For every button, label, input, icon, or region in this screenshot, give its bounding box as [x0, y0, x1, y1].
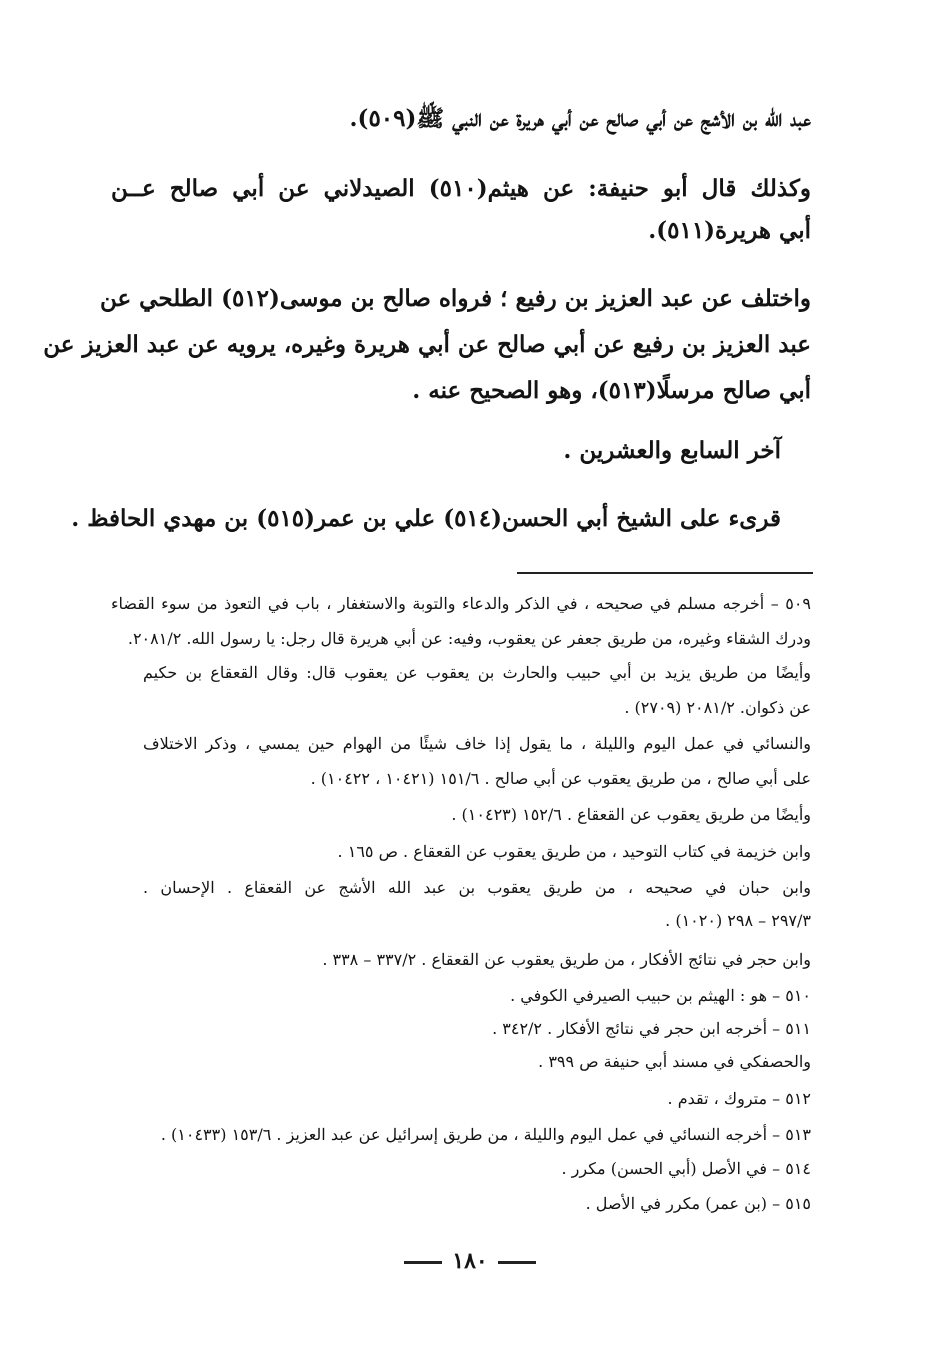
page-number-footer [380, 1248, 560, 1278]
footnote-line-1: ٥٠٩ – أخرجه مسلم في صحيحه ، في الذكر والدعاء والتوبة والاستغفار ، باب في التعوذ من سوء القضاء [111, 594, 811, 613]
main-line-3: أبي هريرة(٥١١). [648, 217, 811, 244]
footnote-line-9: وابن حبان في صحيحه ، من طريق يعقوب بن عبد الله الأشج عن القعقاع . الإحسان . [143, 878, 811, 897]
main-line-2: وكذلك قال أبو حنيفة: عن هيثم(٥١٠) الصيدلاني عن أبي صالح عــن [111, 175, 812, 202]
page-number: ١٨٠ [452, 1248, 488, 1274]
main-line-1: عبد الله بن الأشج عن أبي صالح عن أبي هريرة عن النبي ﷺ(٥٠٩). [349, 105, 811, 132]
footnote-line-7: وأيضًا من طريق يعقوب عن القعقاع . ١٥٢/٦ (١٠٤٢٣) . [451, 805, 811, 824]
footnote-line-3: وأيضًا من طريق يزيد بن أبي حبيب والحارث بن يعقوب عن يعقوب قال: وقال القعقاع بن حكيم [143, 663, 811, 682]
footnote-line-12: ٥١٠ – هو : الهيثم بن حبيب الصيرفي الكوفي . [510, 986, 811, 1005]
footnote-line-17: ٥١٤ – في الأصل (أبي الحسن) مكرر . [561, 1159, 811, 1178]
page-number-dash [404, 1261, 442, 1264]
page-number-dash [498, 1261, 536, 1264]
main-line-4: واختلف عن عبد العزيز بن رفيع ؛ فرواه صالح بن موسى(٥١٢) الطلحي عن [99, 285, 811, 312]
main-line-6: أبي صالح مرسلًا(٥١٣)، وهو الصحيح عنه . [412, 377, 811, 404]
footnote-line-6: على أبي صالح ، من طريق يعقوب عن أبي صالح . ١٥١/٦ (١٠٤٢١ ، ١٠٤٢٢) . [310, 769, 811, 788]
footnote-line-10: ٢٩٧/٣ – ٢٩٨ (١٠٢٠) . [665, 911, 811, 930]
footnote-line-4: عن ذكوان. ٢٠٨١/٢ (٢٧٠٩) . [624, 698, 811, 717]
main-line-7: آخر السابع والعشرين . [563, 437, 781, 464]
footnote-separator [517, 572, 813, 574]
footnote-line-2: ودرك الشقاء وغيره، من طريق جعفر عن يعقوب، وفيه: عن أبي هريرة قال رجل: يا رسول الله. ٢٠٨١/٢. [127, 629, 811, 648]
footnote-line-18: ٥١٥ – (بن عمر) مكرر في الأصل . [585, 1194, 811, 1213]
main-line-8: قرىء على الشيخ أبي الحسن(٥١٤) علي بن عمر(٥١٥) بن مهدي الحافظ . [71, 505, 781, 532]
footnote-line-11: وابن حجر في نتائج الأفكار ، من طريق يعقوب عن القعقاع . ٣٣٧/٢ – ٣٣٨ . [322, 950, 811, 969]
footnote-line-14: والحصفكي في مسند أبي حنيفة ص ٣٩٩ . [538, 1052, 811, 1071]
footnote-line-13: ٥١١ – أخرجه ابن حجر في نتائج الأفكار . ٣٤٢/٢ . [492, 1019, 811, 1038]
footnote-line-15: ٥١٢ – متروك ، تقدم . [667, 1089, 811, 1108]
footnote-line-16: ٥١٣ – أخرجه النسائي في عمل اليوم والليلة ، من طريق إسرائيل عن عبد العزيز . ١٥٣/٦ (١٠٤٣٣) . [160, 1125, 811, 1144]
footnote-line-5: والنسائي في عمل اليوم والليلة ، ما يقول إذا خاف شيئًا من الهوام حين يمسي ، وذكر الاختلاف [143, 734, 811, 753]
footnote-line-8: وابن خزيمة في كتاب التوحيد ، من طريق يعقوب عن القعقاع . ص ١٦٥ . [337, 842, 811, 861]
main-line-5: عبد العزيز بن رفيع عن أبي صالح عن أبي هريرة وغيره، يرويه عن عبد العزيز عن [43, 331, 811, 358]
